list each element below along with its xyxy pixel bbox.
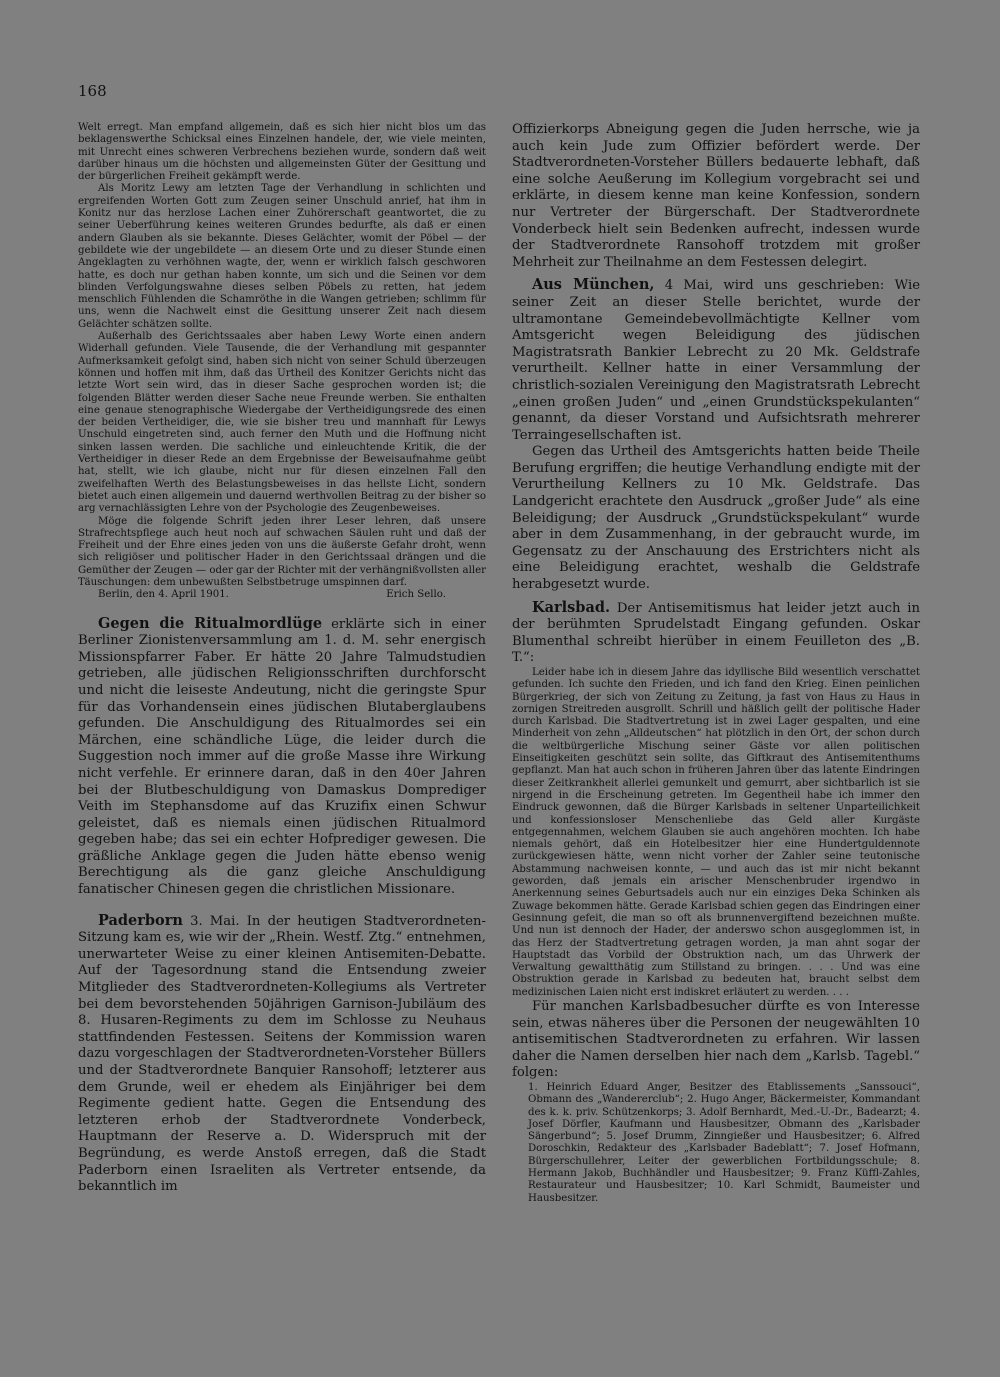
article-karlsbad [512,600,920,667]
article-body: 3. Mai. In der heutigen Stadtverordneten-Sitzung kam es, wie wir der „Rhein. Westf. Ztg.“ entnehmen, unerwarteter Weise zu einer kleinen Antisemiten-Debatte. Auf der Tagesordnung stand die Entsendung zweier Mitglieder des Stadtverordneten-Kollegiums als Vertreter bei dem bevorstehenden 50jährigen Garnison-Jubiläum des 8. Husaren-Regiments zu dem im Schlosse zu Neuhaus stattfindenden Festessen. Seitens der Kommission waren dazu vorgeschlagen der Stadtverordneten-Vorsteher Büllers und der Stadtverordnete Banquier Ransohoff; letzterer aus dem Grunde, weil er ehedem als Einjähriger bei dem Regimente gedient hatte. Gegen die Entsendung des letzteren erhob der Stadtverordnete Vonderbeck, Hauptmann der Reserve a. D. Widerspruch mit der Begründung, es werde Anstoß erregen, daß die Stadt Paderborn einen Israeliten als Vertreter entsende, da bekanntlich im [78,913,486,1195]
paragraph: Offizierkorps Abneigung gegen die Juden herrsche, wie ja auch kein Jude zum Offizier befördert werde. Der Stadtverordneten-Vorsteher Büllers bedauerte lebhaft, daß eine solche Aeußerung im Kollegium vorgebracht sei und erklärte, in diesem kenne man keine Konfession, sondern nur Vertreter der Bürgerschaft. Der Stadtverordnete Vonderbeck hielt sein Bedenken aufrecht, indessen wurde der Stadtverordnete Ransohoff trotzdem mit großer Mehrheit zur Theilnahme an dem Festessen delegirt. [512,122,920,270]
paragraph: Außerhalb des Gerichtssaales aber haben Lewy Worte einen andern Widerhall gefunden. Viele Tausende, die der Verhandlung mit gespannter Aufmerksamkeit gefolgt sind, haben sich nicht von seiner Schuld überzeugen können und hoffen mit ihm, daß das Urtheil des Konitzer Gerichts nicht das letzte Wort sein wird, das in dieser Sache gesprochen worden ist; die folgenden Blätter werden dieser Sache neue Freunde werben. Sie enthalten eine genaue stenographische Wiedergabe der Vertheidigungsrede des einen der beiden Vertheidiger, die, wie sie bisher treu und mannhaft für Lewys Unschuld eingetreten sind, auch ferner den Muth und die Hoffnung nicht sinken lassen werden. Die sachliche und einleuchtende Kritik, die der Vertheidiger in dieser Rede an dem Ergebnisse der Beweisaufnahme geübt hat, stellt, wie ich glaube, nicht nur für diesen einzelnen Fall den zweifelhaften Werth des Belastungsbeweises in das hellste Licht, sondern bietet auch einen allgemein und dauernd werthvollen Beitrag zu der bisher so arg vernachlässigten Lehre von der Psychologie des Zeugenbeweises. [78,331,486,515]
article-body: 4 Mai, wird uns geschrieben: Wie seiner Zeit an dieser Stelle berichtet, wurde der ultramontane Gemeindebevollmächtigte Kellner vom Amtsgericht wegen Beleidigung des jüdischen Magistratsrath Bankier Lebrecht zu 20 Mk. Geldstrafe verurtheilt. Kellner hatte in einer Versammlung der christlich-sozialen Vereinigung den Magistratsrath Lebrecht „einen großen Juden“ und „einen Grundstückspekulanten“ genannt, da dieser Vorstand und Aufsichtsrath mehrerer Terraingesellschaften ist. [512,278,920,443]
paragraph: Für manchen Karlsbadbesucher dürfte es von Interesse sein, etwas näheres über die Personen der neugewählten 10 antisemitischen Stadtverordneten zu erfahren. Wir lassen daher die Namen derselben hier nach dem „Karlsb. Tagebl.“ folgen: [512,999,920,1081]
place-date: Berlin, den 4. April 1901. [98,589,229,601]
article-muenchen [512,277,920,444]
article-body: Der Antisemitismus hat leider jetzt auch in der berühmten Sprudelstadt Eingang gefunden. Oskar Blumenthal schreibt hierüber in einem Feuilleton des „B. T.“: [512,600,920,666]
list-item: 1. Heinrich Eduard Anger, Besitzer des Etablissements „Sanssouci“, Obmann des „Wandererclub“; 2. Hugo Anger, Bäckermeister, Kommandant des k. k. priv. Schützenkorps; 3. Adolf Bernhardt, Med.-U.-Dr., Badearzt; 4. Josef Dörfler, Kaufmann und Hausbesitzer, Obmann des „Karlsbader Sängerbund“; 5. Josef Drumm, Zinngießer und Hausbesitzer; 6. Alfred Doroschkin, Redakteur des „Karlsbader Badeblatt“; 7. Josef Hofmann, Bürgerschullehrer, Leiter der gewerblichen Fortbildungsschule; 8. Hermann Jakob, Buchhändler und Hausbesitzer; 9. Franz Küffl-Zahles, Restaurateur und Hausbesitzer; 10. Karl Schmidt, Baumeister und Hausbesitzer. [528,1081,920,1204]
article-heading: Karlsbad. [532,598,611,616]
names-list [512,1082,920,1205]
quoted-feuilleton: Leider habe ich in diesem Jahre das idyllische Bild wesentlich verschattet gefunden. Ich suchte den Frieden, und ich fand den Krieg. Einen peinlichen Bürgerkrieg, der sich von Zeitung zu Zeitung, ja fast von Haus zu Haus in zornigen Streitreden ausgrollt. Schrill und häßlich gellt der politische Hader durch Karlsbad. Die Stadtvertretung ist in zwei Lager gespalten, und eine Minderheit von zehn „Alldeutschen“ hat plötzlich in den Ort, der schon durch die weltbürgerliche Mischung seiner Gäste vor allen politischen Einseitigkeiten geschützt sein sollte, das Giftkraut des Antisemitenthums gepflanzt. Man hat auch schon in früheren Jahren über das latente Eindringen dieser Zeitkrankheit allerlei gemunkelt und gemurrt, aber sichtbarlich ist sie nirgend in die Erscheinung getreten. Im Gegentheil habe ich immer den Eindruck gewonnen, daß die Bürger Karlsbads in seltener Unparteilichkeit und konfessionsloser Menschenliebe das Geld aller Kurgäste entgegennahmen, welchem Glauben sie auch angehören mochten. Ich habe niemals gehört, daß ein Hotelbesitzer hier eine Hundertguldennote zurückgewiesen hätte, wenn nicht vorher der Zahler seine teutonische Abstammung nachweisen konnte, — und auch das ist mir nicht bekannt geworden, daß jemals ein arischer Menschenbruder irgendwo in Anerkennung seines Geburtsadels auch nur ein einziges Deka Schinken als Zuwage bekommen hätte. Gerade Karlsbad schien gegen das Eindringen einer Gesinnung gefeit, die man so oft als brunnenvergiftend bezeichnen mußte. Und nun ist dennoch der Hader, der anderswo schon ausgeglommen ist, in das Herz der Stadtvertretung getragen worden, ja man ahnt sogar der Hauptstadt das Vorbild der Obstruktion nach, um das Uhrwerk der Verwaltung gewaltthätig zum Stillstand zu bringen. . . . Und was eine Obstruktion gerade in Karlsbad zu bedeuten hat, braucht selbst dem medizinischen Laien nicht erst indiskret erläutert zu werden. . . . [512,667,920,998]
author-name: Erich Sello. [386,589,446,601]
paragraph: Als Moritz Lewy am letzten Tage der Verhandlung in schlichten und ergreifenden Worten Gott zum Zeugen seiner Unschuld anrief, hat ihm in Konitz nur das herzlose Lachen einer Zuhörerschaft geantwortet, die zu seiner Ueberführung keines weiteren Grundes bedurfte, als daß er einen andern Glauben als sie bekannte. Dieses Gelächter, womit der Pöbel — der gebildete wie der ungebildete — an diesem Orte und zu dieser Stunde einen Angeklagten zu verhöhnen wagte, der, wenn er wirklich falsch geschworen hatte, es doch nur gethan haben konnte, um sich und die Seinen vor dem blinden Verfolgungswahne dieses selben Pöbels zu retten, hat jedem menschlich Fühlenden die Schamröthe in die Wangen getrieben; schlimm für uns, wenn die Nachwelt einst die Gesittung unserer Zeit nach diesem Gelächter schätzen sollte. [78,183,486,330]
signature-line [78,589,486,601]
article-heading: Gegen die Ritualmordlüge [98,614,323,632]
paragraph: Welt erregt. Man empfand allgemein, daß es sich hier nicht blos um das beklagenswerthe Schicksal eines Einzelnen handele, der, wie viele meinten, mit Unrecht eines schweren Verbrechens beziehen wurde, sondern daß weit darüber hinaus um die höchsten und allgemeinsten Güter der Gesittung und der bürgerlichen Freiheit gekämpft werde. [78,122,486,183]
page-number: 168 [78,82,107,100]
article-body: erklärte sich in einer Berliner Zionistenversammlung am 1. d. M. sehr energisch Missionspfarrer Faber. Er hätte 20 Jahre Talmudstudien getrieben, alle jüdischen Religionsschriften durchforscht und nicht die leiseste Andeutung, nicht die geringste Spur für das Vorhandensein eines jüdischen Blutaberglaubens gefunden. Die Anschuldigung des Ritualmordes sei ein Märchen, eine schändliche Lüge, die leider durch die Suggestion noch immer auf die große Masse ihre Wirkung nicht verfehle. Er erinnere daran, daß in den 40er Jahren bei der Blutbeschuldigung von Damaskus Domprediger Veith im Stephansdome auf das Kruzifix einen Schwur geleistet, daß es niemals einen jüdischen Ritualmord gegeben habe; das sei ein echter Hofprediger gewesen. Die gräßliche Anklage gegen die Juden hätte ebenso wenig Berechtigung als die ganz gleiche Anschuldigung fanatischer Chinesen gegen die christlichen Missionare. [78,616,486,898]
paragraph: Möge die folgende Schrift jeden ihrer Leser lehren, daß unsere Strafrechtspflege auch heut noch auf schwachen Säulen ruht und daß der Freiheit und der Ehre eines jeden von uns die äußerste Gefahr droht, wenn sich religiöser und politischer Hader in den Gerichtssaal drängen und die Gemüther der Zeugen — oder gar der Richter mit der verhängnißvollsten aller Täuschungen: dem unbewußten Selbstbetruge umspinnen darf. [78,515,486,588]
article-paderborn [78,913,486,1196]
paragraph: Gegen das Urtheil des Amtsgerichts hatten beide Theile Berufung ergriffen; die heutige Verhandlung endigte mit der Verurtheilung Kellners zu 10 Mk. Geldstrafe. Das Landgericht erachtete den Ausdruck „großer Jude“ als eine Beleidigung; der Ausdruck „Grundstückspekulant“ wurde aber in dem Zusammenhang, in der gebraucht wurde, im Gegensatz zu der Anschauung des Erstrichters nicht als eine Beleidigung erachtet, weshalb die Geldstrafe herabgesetzt wurde. [512,444,920,593]
article-ritualmord [78,616,486,899]
article-heading: Paderborn [98,911,183,929]
left-column [78,122,486,1196]
article-heading: Aus München, [532,276,655,294]
right-column [512,122,920,1205]
